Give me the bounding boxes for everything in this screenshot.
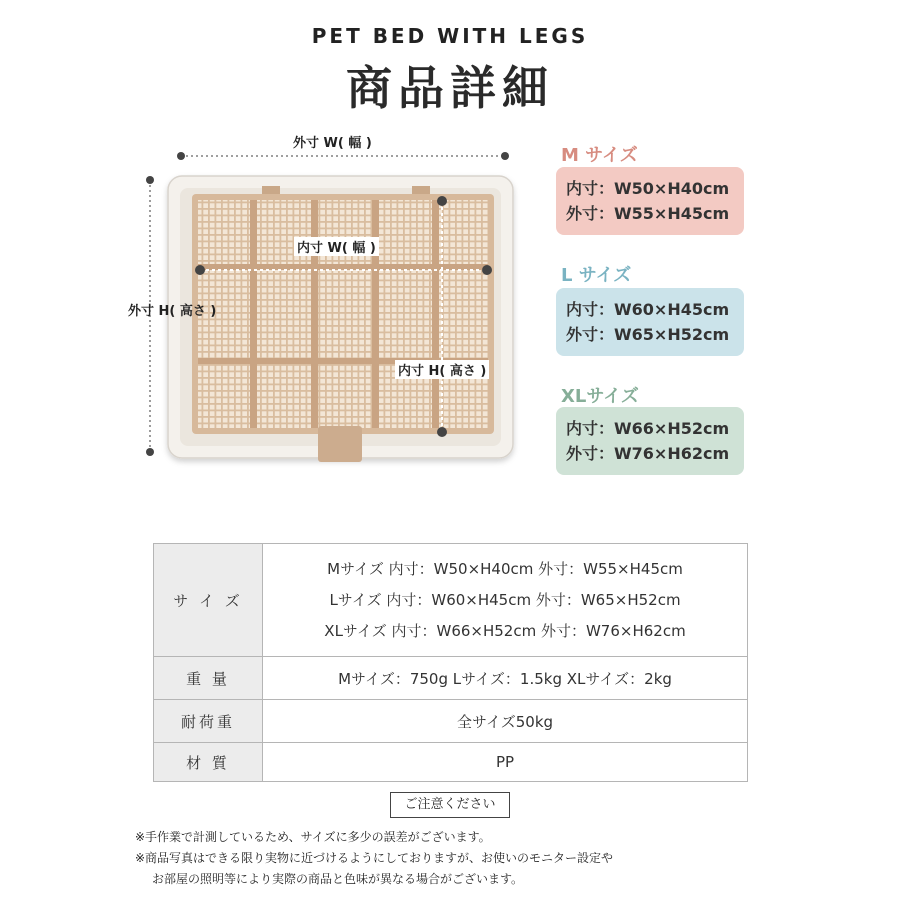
size-header: サ イ ズ [154,544,263,657]
outer-width-label: 外寸 W( 幅 ) [293,136,372,151]
material-cell: PP [263,743,748,782]
size-m-inner: 内寸：W50×H40cm [566,179,730,198]
size-line-l: Lサイズ 内寸：W60×H45cm 外寸：W65×H52cm [329,590,681,609]
caution-note-3: お部屋の照明等により実際の商品と色味が異なる場合がございます。 [152,872,524,886]
mesh-grid [198,200,488,428]
size-m-box [556,167,744,235]
size-l-box [556,288,744,356]
size-cell [263,544,748,657]
spec-table [153,543,748,782]
caution-note-1: ※手作業で計測しているため、サイズに多少の誤差がございます。 [135,830,491,844]
caution-title: ご注意ください [390,792,510,818]
size-xl-title: XLサイズ [561,386,639,407]
table-row [154,743,748,782]
header-subtitle: PET BED WITH LEGS [311,24,589,48]
size-xl-box [556,407,744,475]
size-l-outer: 外寸：W65×H52cm [566,325,730,344]
size-m-title: M サイズ [561,145,638,166]
material-header: 材 質 [154,743,263,782]
size-xl-inner: 内寸：W66×H52cm [566,419,730,438]
weight-header: 重 量 [154,657,263,700]
size-l-inner: 内寸：W60×H45cm [566,300,730,319]
load-cell: 全サイズ50kg [263,700,748,743]
size-xl-outer: 外寸：W76×H62cm [566,444,730,463]
table-row [154,657,748,700]
size-m-outer: 外寸：W55×H45cm [566,204,730,223]
inner-width-label: 内寸 W( 幅 ) [294,237,379,256]
load-header: 耐荷重 [154,700,263,743]
table-row [154,700,748,743]
size-l-title: L サイズ [561,265,632,286]
size-line-xl: XLサイズ 内寸：W66×H52cm 外寸：W76×H62cm [324,621,686,640]
caution-note-2: ※商品写真はできる限り実物に近づけるようにしておりますが、お使いのモニター設定や [135,851,614,865]
weight-cell: Mサイズ：750g Lサイズ：1.5kg XLサイズ：2kg [263,657,748,700]
inner-height-label: 内寸 H( 高さ ) [395,360,489,379]
page-title: 商品詳細 [346,61,554,115]
size-line-m: Mサイズ 内寸：W50×H40cm 外寸：W55×H45cm [327,559,683,578]
outer-height-label: 外寸 H( 高さ ) [128,304,217,319]
table-row [154,544,748,657]
tray-tab [318,426,362,462]
